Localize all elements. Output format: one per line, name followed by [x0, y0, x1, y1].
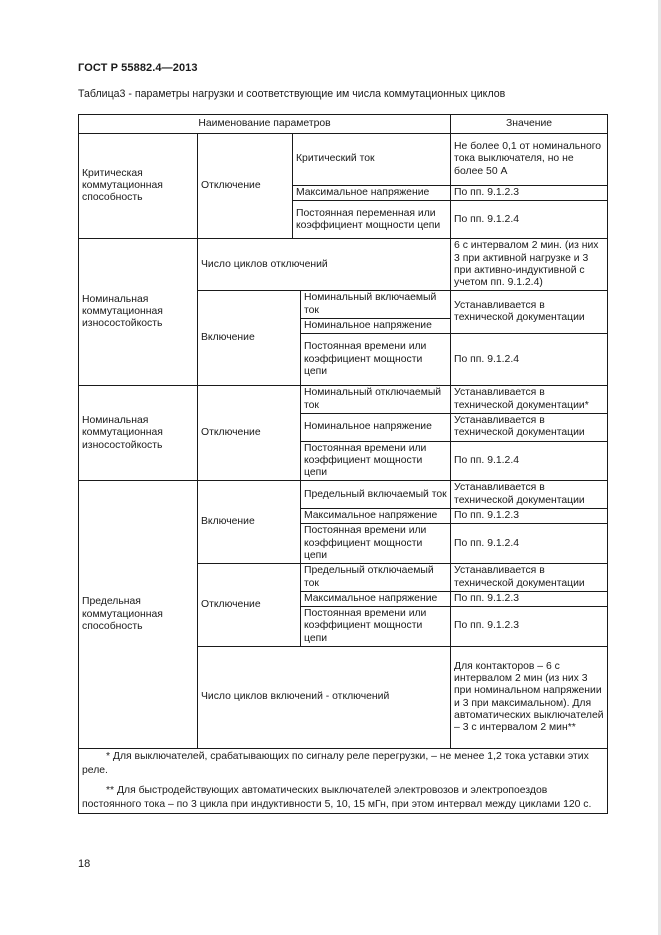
category-cell: Предельная коммутационная способность: [79, 481, 198, 749]
mode-cell: Отключение: [198, 134, 293, 239]
cycles-label-cell: Число циклов отключений: [198, 239, 451, 291]
header-value: Значение: [451, 115, 608, 134]
value-cell: Устанавливается в технической документации: [451, 481, 608, 509]
mode-cell: Включение: [198, 291, 301, 386]
table-row: [79, 386, 608, 414]
param-cell: Постоянная переменная или коэффициент мощности цепи: [293, 201, 451, 239]
mode-cell: Включение: [198, 481, 301, 564]
page-number: 18: [78, 858, 91, 870]
header-parameters: Наименование параметров: [79, 115, 451, 134]
value-cell: 6 с интервалом 2 мин. (из них 3 при активной нагрузке и 3 при активно-индуктивной с учетом пп. 9.1.2.4): [451, 239, 608, 291]
table-row: [79, 134, 608, 186]
table-header-row: [79, 115, 608, 134]
param-cell: Предельный отключаемый ток: [301, 564, 451, 592]
document-code: ГОСТ Р 55882.4—2013: [78, 62, 198, 74]
param-cell: Номинальный отключаемый ток: [301, 386, 451, 414]
param-cell: Номинальное напряжение: [301, 319, 451, 334]
mode-cell: Отключение: [198, 564, 301, 647]
category-cell: Критическая коммутационная способность: [79, 134, 198, 239]
param-cell: Максимальное напряжение: [293, 186, 451, 201]
table-row: [79, 239, 608, 291]
value-cell: По пп. 9.1.2.4: [451, 524, 608, 564]
mode-cell: Отключение: [198, 386, 301, 481]
value-cell: Устанавливается в технической документации*: [451, 386, 608, 414]
value-cell: Устанавливается в технической документации: [451, 564, 608, 592]
footnote-2: ** Для быстродействующих автоматических выключателей электровозов и электропоездов постоянного тока – по 3 цикла при индуктивности 5, 10, 15 мГн, при этом интервал между циклами 120 с.: [82, 785, 592, 811]
value-cell: Устанавливается в технической документации: [451, 291, 608, 334]
param-cell: Постоянная времени или коэффициент мощности цепи: [301, 441, 451, 481]
category-cell: Номинальная коммутационная износостойкость: [79, 239, 198, 386]
value-cell: По пп. 9.1.2.3: [451, 607, 608, 647]
table-row: [79, 481, 608, 509]
category-cell: Номинальная коммутационная износостойкость: [79, 386, 198, 481]
param-cell: Критический ток: [293, 134, 451, 186]
footnotes-row: [79, 749, 608, 814]
parameters-table: [78, 114, 608, 814]
value-cell: По пп. 9.1.2.3: [451, 591, 608, 606]
table-caption: Таблица3 - параметры нагрузки и соответствующие им числа коммутационных циклов: [78, 88, 506, 100]
param-cell: Максимальное напряжение: [301, 591, 451, 606]
value-cell: По пп. 9.1.2.3: [451, 509, 608, 524]
param-cell: Постоянная времени или коэффициент мощности цепи: [301, 607, 451, 647]
param-cell: Постоянная времени или коэффициент мощности цепи: [301, 524, 451, 564]
value-cell: По пп. 9.1.2.3: [451, 186, 608, 201]
value-cell: Устанавливается в технической документации: [451, 413, 608, 441]
param-cell: Постоянная времени или коэффициент мощности цепи: [301, 334, 451, 386]
cycles-label-cell: Число циклов включений - отключений: [198, 647, 451, 749]
param-cell: Номинальный включаемый ток: [301, 291, 451, 319]
value-cell: По пп. 9.1.2.4: [451, 201, 608, 239]
param-cell: Предельный включаемый ток: [301, 481, 451, 509]
value-cell: Не более 0,1 от номинального тока выключателя, но не более 50 А: [451, 134, 608, 186]
footnotes-cell: [79, 749, 608, 814]
param-cell: Номинальное напряжение: [301, 413, 451, 441]
value-cell: По пп. 9.1.2.4: [451, 334, 608, 386]
value-cell: Для контакторов – 6 с интервалом 2 мин (из них 3 при номинальном напряжении и 3 при максимальном). Для автоматических выключателей – 3 с интервалом 2 мин**: [451, 647, 608, 749]
footnote-1: * Для выключателей, срабатывающих по сигналу реле перегрузки, – не менее 1,2 тока уставки этих реле.: [82, 751, 589, 777]
param-cell: Максимальное напряжение: [301, 509, 451, 524]
value-cell: По пп. 9.1.2.4: [451, 441, 608, 481]
